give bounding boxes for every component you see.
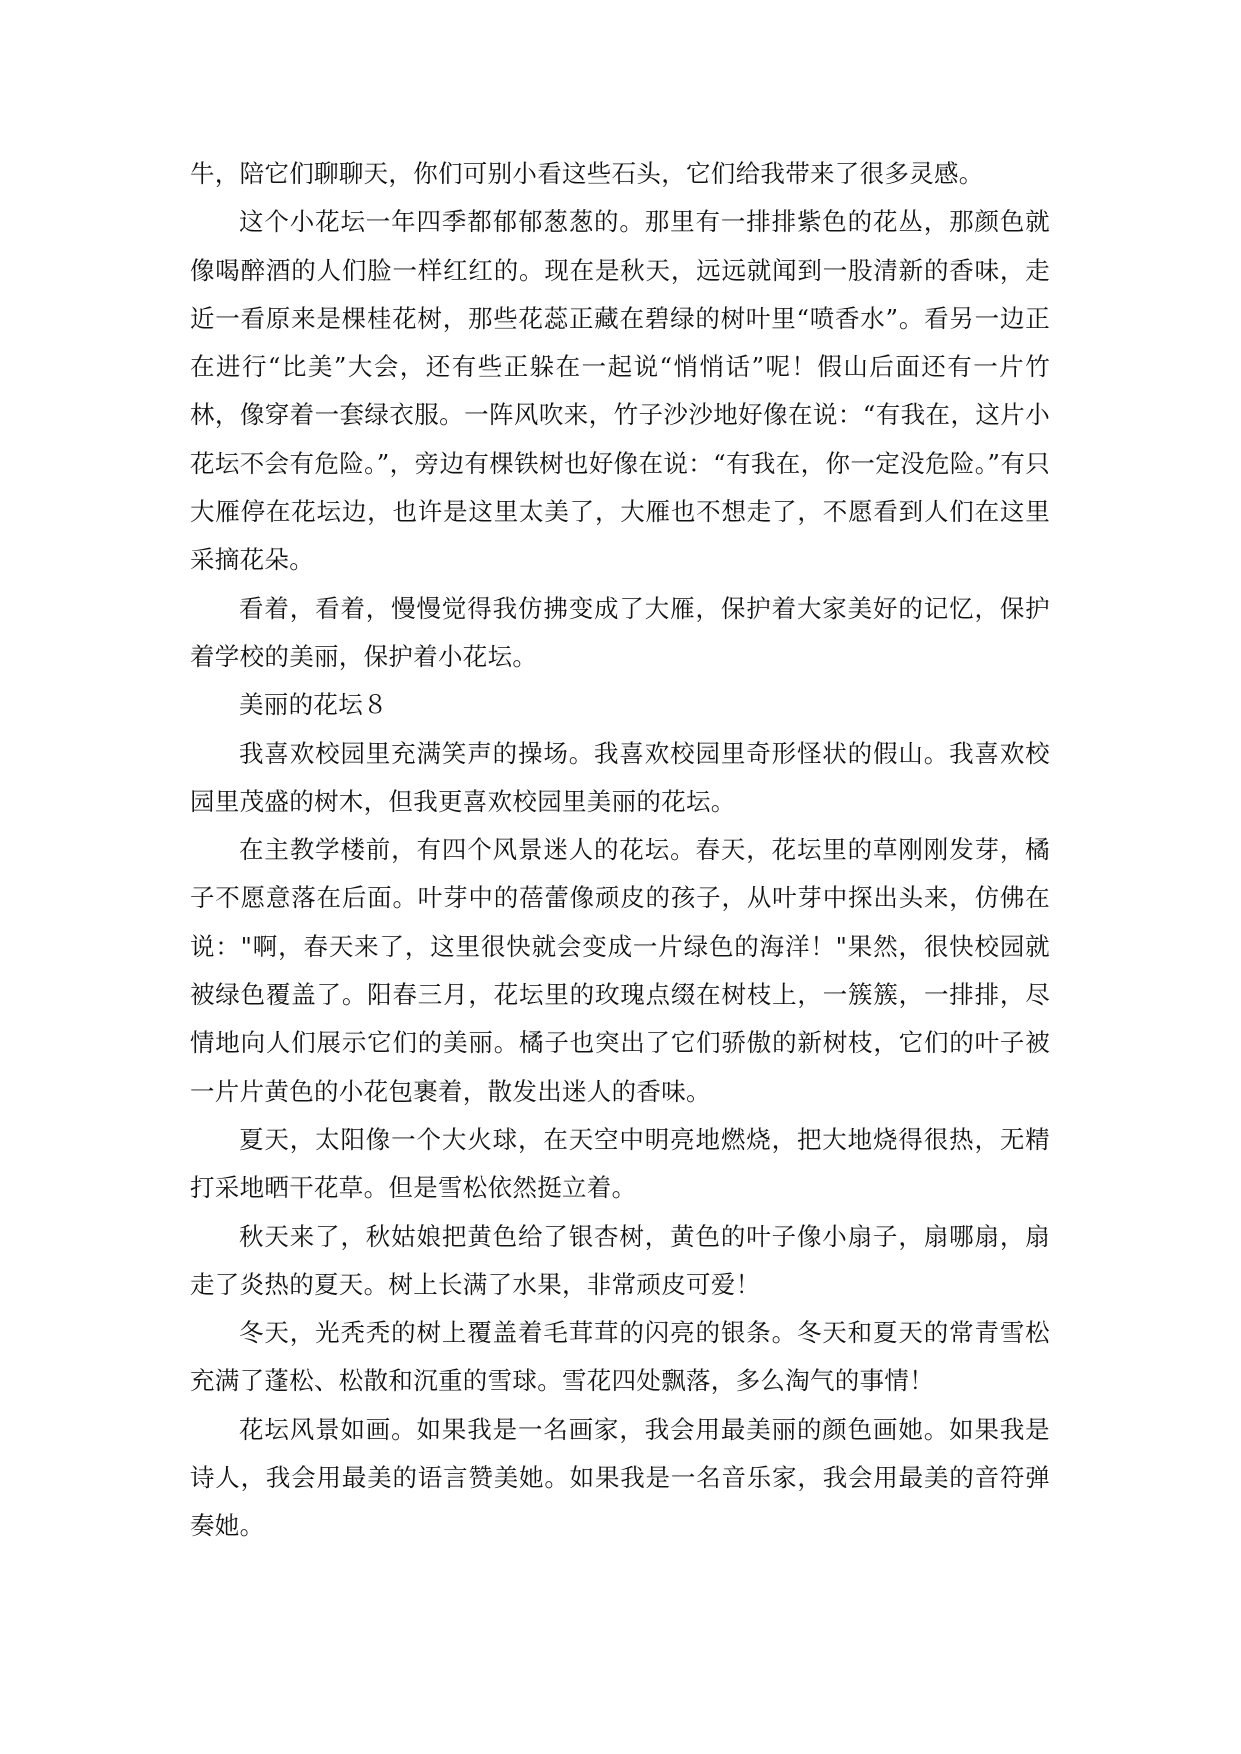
paragraph: 秋天来了，秋姑娘把黄色给了银杏树，黄色的叶子像小扇子，扇哪扇，扇走了炎热的夏天。树上长满了水果，非常顽皮可爱！: [190, 1221, 1050, 1299]
paragraph: 夏天，太阳像一个大火球，在天空中明亮地燃烧，把大地烧得很热，无精打采地晒干花草。但是雪松依然挺立着。: [190, 1124, 1050, 1203]
paragraph: 花坛风景如画。如果我是一名画家，我会用最美丽的颜色画她。如果我是诗人，我会用最美的语言赞美她。如果我是一名音乐家，我会用最美的音符弹奏她。: [190, 1414, 1050, 1541]
paragraph: 冬天，光秃秃的树上覆盖着毛茸茸的闪亮的银条。冬天和夏天的常青雪松充满了蓬松、松散和沉重的雪球。雪花四处飘落，多么淘气的事情！: [190, 1318, 1050, 1396]
section-title: 美丽的花坛８: [239, 690, 388, 720]
paragraph: 这个小花坛一年四季都郁郁葱葱的。那里有一排排紫色的花丛，那颜色就像喝醉酒的人们脸一样红红的。现在是秋天，远远就闻到一股清新的香味，走近一看原来是棵桂花树，那些花蕊正藏在碧绿的树叶里“喷香水”。看另一边正在进行“比美”大会，还有些正躲在一起说“悄悄话”呢！假山后面还有一片竹林，像穿着一套绿衣服。一阵风吹来，竹子沙沙地好像在说：“有我在，这片小花坛不会有危险。”，旁边有棵铁树也好像在说：“有我在，你一定没危险。”有只大雁停在花坛边，也许是这里太美了，大雁也不想走了，不愿看到人们在这里采摘花朵。: [190, 207, 1050, 575]
paragraph: 在主教学楼前，有四个风景迷人的花坛。春天，花坛里的草刚刚发芽，橘子不愿意落在后面。叶芽中的蓓蕾像顽皮的孩子，从叶芽中探出头来，仿佛在说："啊，春天来了，这里很快就会变成一片绿色的海洋！"果然，很快校园就被绿色覆盖了。阳春三月，花坛里的玫瑰点缀在树枝上，一簇簇，一排排，尽情地向人们展示它们的美丽。橘子也突出了它们骄傲的新树枝，它们的叶子被一片片黄色的小花包裹着，散发出迷人的香味。: [190, 835, 1050, 1106]
document-body: [190, 150, 1050, 1551]
paragraph: 我喜欢校园里充满笑声的操场。我喜欢校园里奇形怪状的假山。我喜欢校园里茂盛的树木，但我更喜欢校园里美丽的花坛。: [190, 738, 1050, 816]
paragraph: 看着，看着，慢慢觉得我仿拂变成了大雁，保护着大家美好的记忆，保护着学校的美丽，保护着小花坛。: [190, 593, 1050, 671]
paragraph-continuation: 牛，陪它们聊聊天，你们可别小看这些石头，它们给我带来了很多灵感。: [190, 159, 984, 188]
